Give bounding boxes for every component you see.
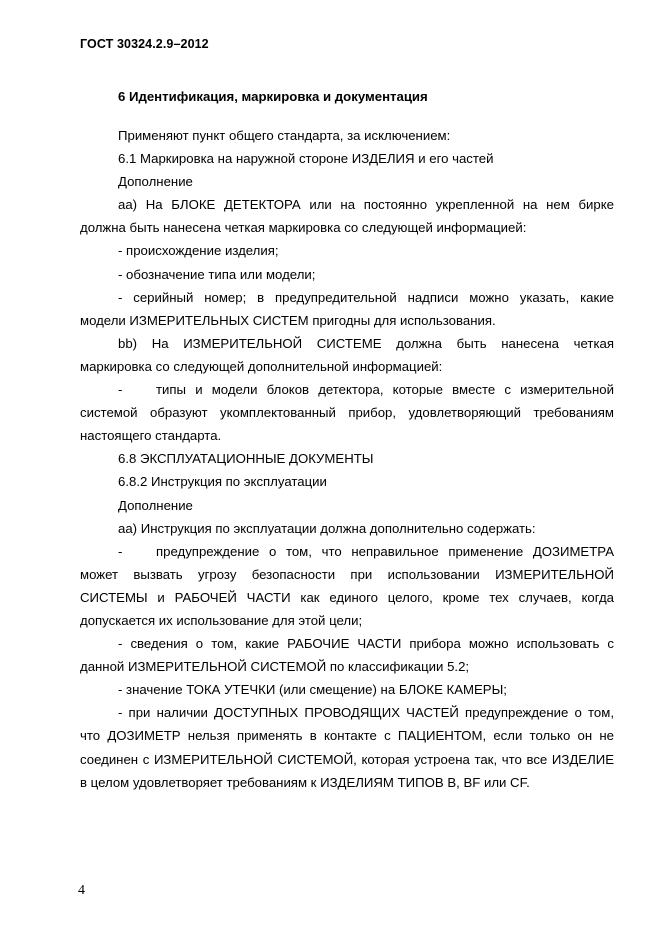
page-number: 4 xyxy=(78,883,85,898)
clause-6-1-title: 6.1 Маркировка на наружной стороне ИЗДЕЛИЯ и его частей xyxy=(118,151,494,167)
list-item-accessible-parts-line: что ДОЗИМЕТР нельзя применять в контакте с ПАЦИЕНТОМ, если только он не xyxy=(80,728,614,744)
document-header: ГОСТ 30324.2.9–2012 xyxy=(80,37,209,51)
section-title: 6 Идентификация, маркировка и документация xyxy=(118,89,428,104)
clause-aa-marking-line: аа) На БЛОКЕ ДЕТЕКТОРА или на постоянно укрепленной на нем бирке xyxy=(118,197,614,213)
list-item-detector-types xyxy=(80,378,614,401)
list-item-serial-line: - серийный номер; в предупредительной надписи можно указать, какие xyxy=(118,289,614,305)
list-dash: - xyxy=(118,382,123,398)
list-dash: - xyxy=(118,543,123,559)
clause-aa-marking-line: должна быть нанесена четкая маркировка со следующей информацией: xyxy=(80,220,527,236)
list-item-accessible-parts-line: - при наличии ДОСТУПНЫХ ПРОВОДЯЩИХ ЧАСТЕЙ предупреждение о том, xyxy=(118,705,614,721)
addition-label: Дополнение xyxy=(118,174,193,190)
list-item-accessible-parts-line: соединен с ИЗМЕРИТЕЛЬНОЙ СИСТЕМОЙ, которая устроена так, что все ИЗДЕЛИЕ xyxy=(80,751,614,767)
clause-6-8-title: 6.8 ЭКСПЛУАТАЦИОННЫЕ ДОКУМЕНТЫ xyxy=(118,451,374,467)
list-item-warning-line: СИСТЕМЫ и РАБОЧЕЙ ЧАСТИ как единого целого, кроме тех случаев, когда xyxy=(80,589,614,605)
list-item-origin: - происхождение изделия; xyxy=(118,243,279,259)
list-item-detector-types-line: системой образуют укомплектованный прибор, удовлетворяющий требованиям xyxy=(80,405,614,421)
list-item-type: - обозначение типа или модели; xyxy=(118,266,316,282)
list-item-detector-types-line: настоящего стандарта. xyxy=(80,428,222,444)
list-item-warning-line: может вызвать угрозу безопасности при использовании ИЗМЕРИТЕЛЬНОЙ xyxy=(80,566,614,582)
list-item-working-parts-line: - сведения о том, какие РАБОЧИЕ ЧАСТИ прибора можно использовать с xyxy=(118,636,614,652)
list-item-serial-line: модели ИЗМЕРИТЕЛЬНЫХ СИСТЕМ пригодны для использования. xyxy=(80,312,496,328)
list-item-warning-line: допускается их использование для этой цели; xyxy=(80,612,363,628)
list-item-text: типы и модели блоков детектора, которые вместе с измерительной xyxy=(156,382,614,398)
clause-aa-instruction: аа) Инструкция по эксплуатации должна дополнительно содержать: xyxy=(118,520,536,536)
addition-label: Дополнение xyxy=(118,497,193,513)
clause-bb-line: bb) На ИЗМЕРИТЕЛЬНОЙ СИСТЕМЕ должна быть нанесена четкая xyxy=(118,335,614,351)
paragraph-intro: Применяют пункт общего стандарта, за исключением: xyxy=(118,128,451,143)
list-item-accessible-parts-line: в целом удовлетворяет требованиям к ИЗДЕЛИЯМ ТИПОВ В, BF или CF. xyxy=(80,774,530,790)
list-item-text: предупреждение о том, что неправильное применение ДОЗИМЕТРА xyxy=(156,543,614,559)
clause-6-8-2-title: 6.8.2 Инструкция по эксплуатации xyxy=(118,474,327,490)
list-item-leakage-current: - значение ТОКА УТЕЧКИ (или смещение) на БЛОКЕ КАМЕРЫ; xyxy=(118,682,507,698)
list-item-working-parts-line: данной ИЗМЕРИТЕЛЬНОЙ СИСТЕМОЙ по классификации 5.2; xyxy=(80,659,470,675)
clause-bb-line: маркировка со следующей дополнительной информацией: xyxy=(80,358,443,374)
document-body xyxy=(80,124,614,794)
list-item-warning xyxy=(80,540,614,563)
